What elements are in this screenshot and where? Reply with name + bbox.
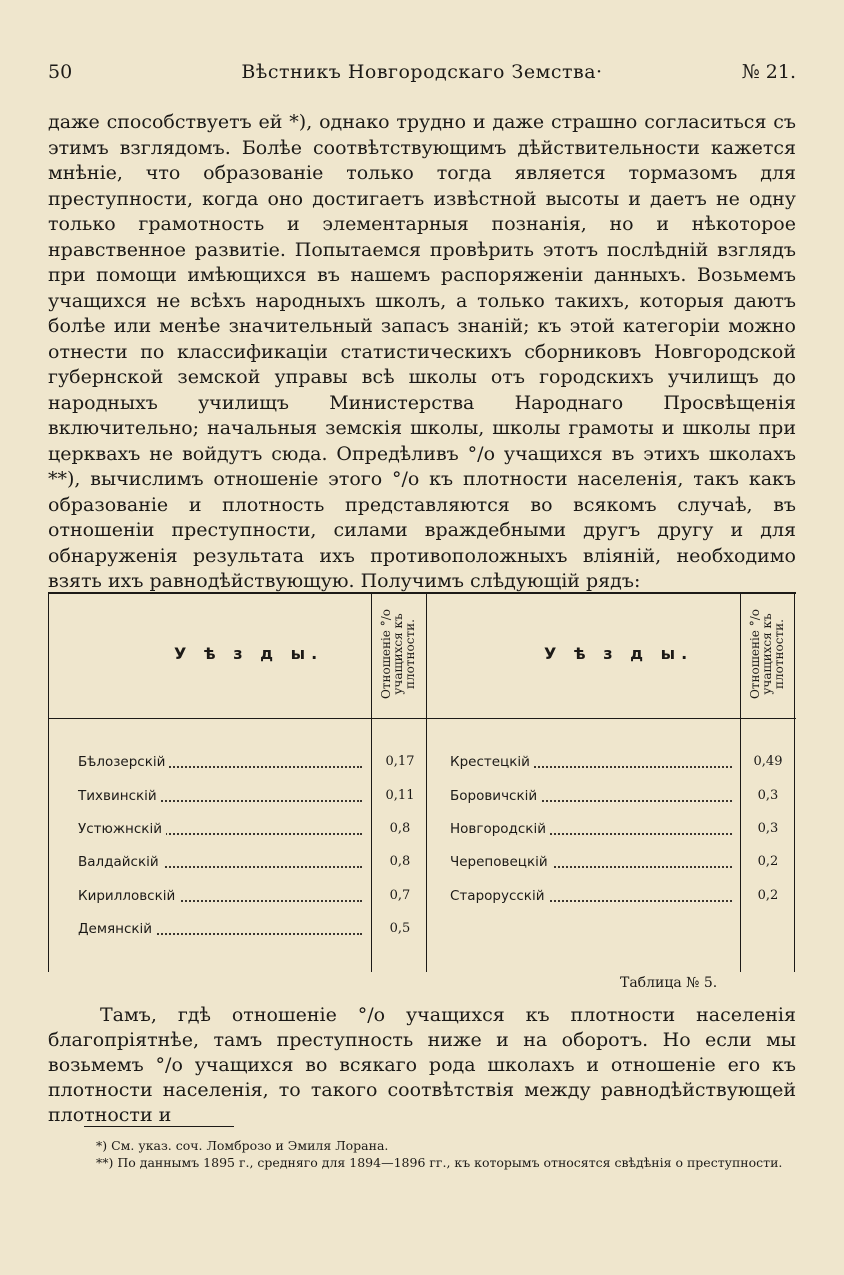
table-divider-1 [371, 594, 372, 972]
page-number: 50 [48, 61, 73, 83]
table-value: 0,2 [757, 888, 779, 903]
table-row: Старорусскій [450, 886, 732, 906]
table-divider-3 [740, 594, 741, 972]
table-row: Устюжнскій [78, 819, 362, 839]
table-value: 0,17 [385, 754, 415, 769]
table-value: 0,11 [385, 788, 415, 803]
table-caption: Таблица № 5. [620, 975, 718, 991]
journal-title: Вѣстникъ Новгородскаго Земства· [241, 61, 603, 83]
table-row: Валдайскій [78, 852, 362, 872]
table-divider-2 [426, 594, 427, 972]
footnote-rule [84, 1126, 234, 1127]
table-value: 0,2 [757, 854, 779, 869]
paragraph-1-text: даже способствуетъ ей *), однако трудно и даже страшно согласиться съ этимъ взглядомъ. Болѣе соотвѣтствующимъ дѣйствительности кажется мнѣніе, что образованіе только тогда является тормазомъ для преступности, когда оно достигаетъ извѣстной высоты и даетъ не одну только грамотность и элементарныя познанія, но и нѣкоторое нравственное развитіе. Попытаемся провѣрить этотъ послѣдній взглядъ при помощи имѣющихся въ нашемъ распоряженіи данныхъ. Возьмемъ учащихся не всѣхъ народныхъ школъ, а только такихъ, которыя даютъ болѣе или менѣе значительный запасъ знаній; къ этой категоріи можно отнести по классификаціи статистическихъ сборниковъ Новгородской губернской земской управы всѣ школы отъ городскихъ училищъ до народныхъ училищъ Министерства Народнаго Просвѣщенія включительно; начальныя земскія школы, школы грамоты и школы при церквахъ не войдутъ сюда. Опредѣливъ °/о учащихся въ этихъ школахъ **), вычислимъ отношеніе этого °/о къ плотности населенія, такъ какъ образованіе и плотность представляются во всякомъ случаѣ, въ отношеніи преступности, силами враждебными другъ другу и для обнаруженія результата ихъ противоположныхъ вліяній, необходимо взять ихъ равнодѣйствующую. Получимъ слѣдующій рядъ: [48, 111, 796, 592]
left-uezd-header: У ѣ з д ы. [174, 644, 324, 663]
issue-number: № 21. [741, 61, 796, 83]
paragraph-2 [48, 1003, 796, 1128]
table-row: Боровичскій [450, 786, 732, 806]
footnote-1: *) См. указ. соч. Ломброзо и Эмиля Лорана. [96, 1138, 389, 1153]
table-value: 0,8 [389, 854, 411, 869]
paragraph-2-text: Тамъ, гдѣ отношеніе °/о учащихся къ плотности населенія благопріятнѣе, тамъ преступность ниже и на оборотъ. Но если мы возьмемъ °/о учащихся во всякаго рода школахъ и отношеніе его къ плотности населенія, то такого соотвѣтствія между равнодѣйствующей плотности и [48, 1004, 796, 1126]
data-table [48, 592, 796, 972]
right-uezd-header: У ѣ з д ы. [544, 644, 694, 663]
table-border-left [48, 594, 49, 972]
footnote-2: **) По даннымъ 1895 г., средняго для 1894—1896 гг., къ которымъ относятся свѣдѣнія о преступности. [96, 1155, 783, 1170]
page-header [48, 58, 796, 86]
table-value: 0,49 [753, 754, 783, 769]
table-value: 0,8 [389, 821, 411, 836]
table-row: Тихвинскій [78, 786, 362, 806]
table-row: Бѣлозерскій [78, 752, 362, 772]
table-row: Новгородскій [450, 819, 732, 839]
table-value: 0,3 [757, 788, 779, 803]
table-value: 0,3 [757, 821, 779, 836]
table-value: 0,5 [389, 921, 411, 936]
left-ratio-header: Отношеніе °/о учащихся къ плотности. [379, 609, 417, 699]
table-row: Крестецкій [450, 752, 732, 772]
table-row: Череповецкій [450, 852, 732, 872]
table-header-rule [48, 718, 796, 719]
table-row: Кирилловскій [78, 886, 362, 906]
table-border-right [794, 594, 795, 972]
table-row: Демянскій [78, 919, 362, 939]
right-ratio-header: Отношеніе °/о учащихся къ плотности. [748, 609, 786, 699]
table-value: 0,7 [389, 888, 411, 903]
paragraph-1 [48, 110, 796, 595]
